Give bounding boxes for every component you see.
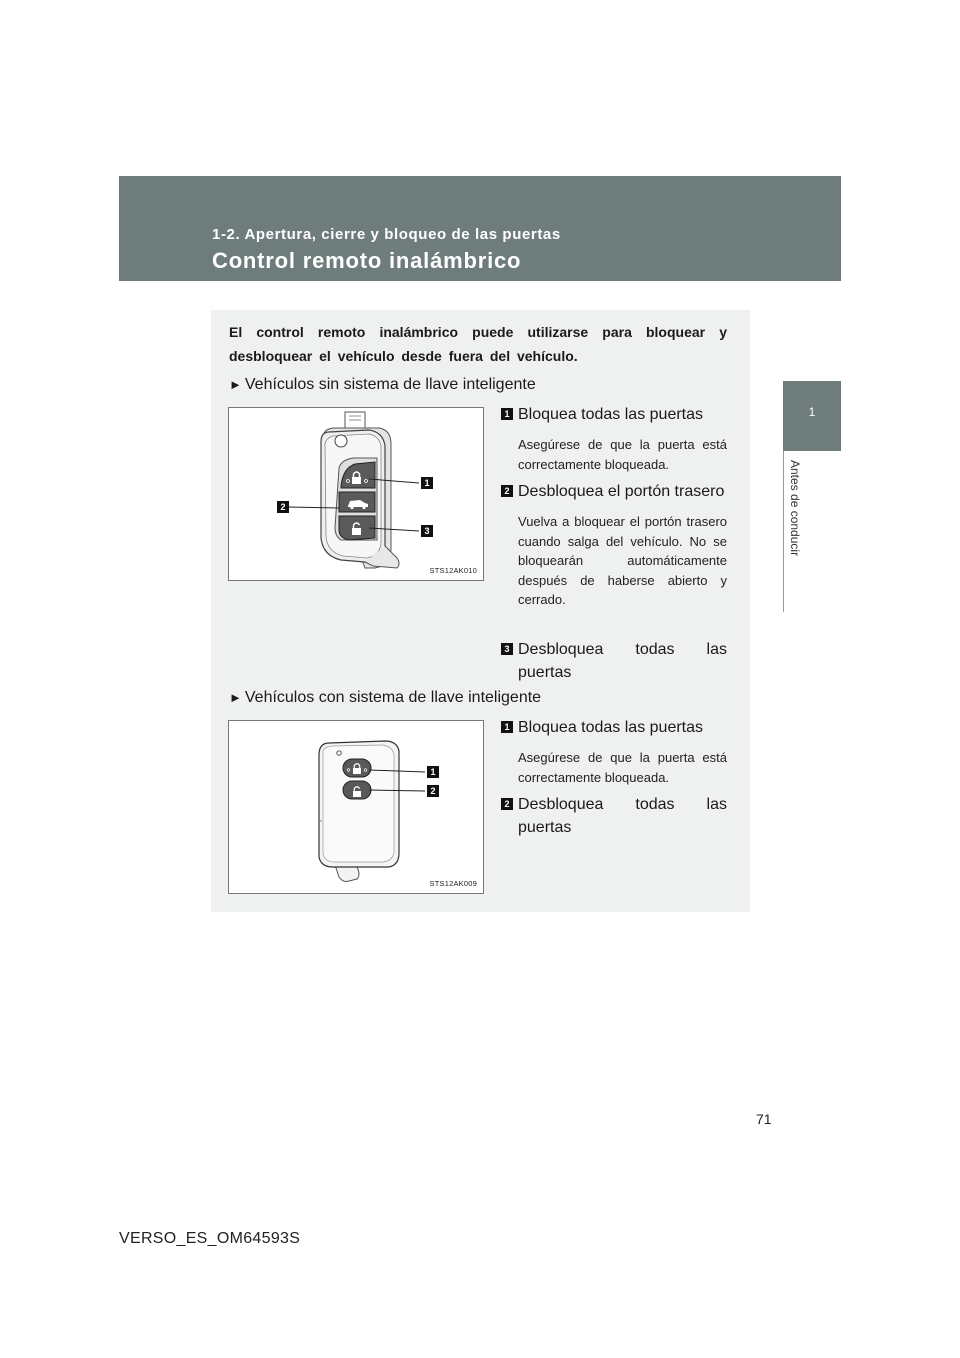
page-number: 71: [756, 1111, 772, 1127]
chapter-header: [119, 176, 841, 281]
section-heading-smart-key: [229, 688, 541, 708]
item-title: Desbloquea todas las puertas: [518, 796, 727, 836]
item-number-badge: 2: [501, 485, 513, 497]
document-code: VERSO_ES_OM64593S: [119, 1230, 301, 1247]
chapter-label-text: Antes de conducir: [788, 460, 802, 557]
intro-text: El control remoto inalámbrico puede utilizarse para bloquear y desbloquear el vehículo desde fuera del vehículo.: [229, 324, 727, 364]
figure-code: STS12AK010: [429, 566, 477, 575]
chapter-tab-divider: [783, 451, 784, 612]
triangle-bullet-icon: ►: [229, 690, 242, 705]
item-number-badge: 2: [501, 798, 513, 810]
section-heading-standard-key: [229, 375, 536, 395]
item-number-badge: 1: [501, 408, 513, 420]
chapter-number: 1: [808, 405, 816, 419]
smart-key-illustration: [229, 721, 485, 895]
section-heading-text: Vehículos con sistema de llave inteligente: [244, 689, 542, 706]
item-description: Asegúrese de que la puerta está correctamente bloqueada.: [518, 437, 727, 472]
figure-code: STS12AK009: [429, 879, 477, 888]
folding-key-illustration: [229, 408, 485, 582]
chapter-tab: [783, 381, 841, 451]
item-description: Vuelva a bloquear el portón trasero cuando salga del vehículo. No se bloquearán automáticamente después de haberse abierto y cerrado.: [518, 514, 727, 607]
item-title: Bloquea todas las puertas: [518, 406, 704, 423]
list-item: [501, 793, 727, 839]
section-heading-text: Vehículos sin sistema de llave inteligente: [244, 376, 536, 393]
triangle-bullet-icon: ►: [229, 377, 242, 392]
item-number-badge: 1: [501, 721, 513, 733]
callout-badge-2: 2: [277, 501, 289, 513]
list-item: [501, 638, 727, 684]
callout-badge-2: 2: [427, 785, 439, 797]
item-title: Bloquea todas las puertas: [518, 719, 704, 736]
callout-badge-3: 3: [421, 525, 433, 537]
chapter-label: [785, 460, 805, 600]
item-title: Desbloquea todas las puertas: [518, 641, 727, 681]
list-item: [501, 716, 727, 787]
item-title: Desbloquea el portón trasero: [518, 483, 725, 500]
list-item: [501, 480, 727, 610]
callout-badge-1: 1: [421, 477, 433, 489]
callout-badge-1: 1: [427, 766, 439, 778]
figure-standard-key: [228, 407, 484, 581]
section-title: 1-2. Apertura, cierre y bloqueo de las puertas: [212, 226, 561, 243]
page-title: Control remoto inalámbrico: [212, 248, 522, 273]
item-number-badge: 3: [501, 643, 513, 655]
figure-smart-key: [228, 720, 484, 894]
list-item: [501, 403, 727, 474]
item-description: Asegúrese de que la puerta está correctamente bloqueada.: [518, 750, 727, 785]
